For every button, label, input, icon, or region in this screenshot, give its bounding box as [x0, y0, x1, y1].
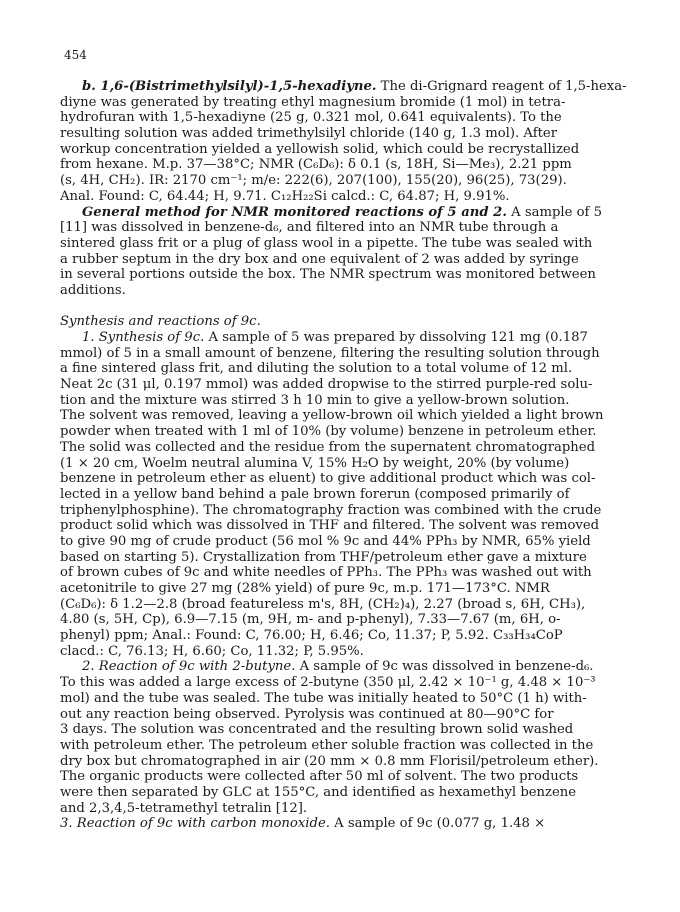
text-line — [60, 79, 640, 95]
text-run: (C₆D₆): δ 1.2—2.8 (broad featureless m's, 8H, (CH₂)₄), 2.27 (broad s, 6H, CH₃), — [60, 596, 586, 612]
text-line — [60, 330, 640, 346]
text-run: product solid which was dissolved in THF and filtered. The solvent was removed — [60, 518, 600, 534]
text-run: mmol) of 5 in a small amount of benzene, filtering the resulting solution through — [60, 345, 600, 361]
text-line — [60, 236, 640, 252]
italic-run: General method for NMR monitored reactions of 5 and 2. — [82, 204, 507, 220]
paragraph-gap — [60, 299, 640, 315]
text-run: from hexane. M.p. 37—38°C; NMR (C₆D₆): δ 0.1 (s, 18H, Si—Me₃), 2.21 ppm — [60, 157, 572, 173]
text-line — [60, 456, 640, 472]
text-run: in several portions outside the box. The NMR spectrum was monitored between — [60, 267, 596, 283]
text-run: powder when treated with 1 ml of 10% (by volume) benzene in petroleum ether. — [60, 424, 597, 440]
text-line — [60, 675, 640, 691]
text-run: (1 × 20 cm, Woelm neutral alumina V, 15% H₂O by weight, 20% (by volume) — [60, 455, 570, 471]
text-line — [60, 126, 640, 142]
text-run: Neat 2c (31 μl, 0.197 mmol) was added dropwise to the stirred purple-red solu- — [60, 377, 593, 393]
text-line — [60, 408, 640, 424]
text-line — [60, 628, 640, 644]
text-line — [60, 518, 640, 534]
text-run: The di-Grignard reagent of 1,5-hexa- — [376, 79, 627, 94]
text-run: out any reaction being observed. Pyrolysis was continued at 80—90°C for — [60, 706, 554, 722]
text-line — [60, 597, 640, 613]
text-line — [60, 816, 640, 832]
text-run: 3 days. The solution was concentrated and the resulting brown solid washed — [60, 722, 574, 738]
text-line — [60, 393, 640, 409]
text-line — [60, 220, 640, 236]
text-line — [60, 785, 640, 801]
text-line — [60, 189, 640, 205]
text-run: dry box but chromatographed in air (20 mm × 0.8 mm Florisil/petroleum ether). — [60, 753, 599, 769]
text-line — [60, 534, 640, 550]
text-line — [60, 550, 640, 566]
text-line — [60, 252, 640, 268]
text-line — [60, 659, 640, 675]
text-run: (s, 4H, CH₂). IR: 2170 cm⁻¹; m/e: 222(6), 207(100), 155(20), 96(25), 73(29). — [60, 173, 567, 189]
text-run: The organic products were collected after 50 ml of solvent. The two products — [60, 769, 579, 785]
text-run: additions. — [60, 282, 126, 298]
text-run: A sample of 9c (0.077 g, 1.48 × — [329, 816, 546, 832]
text-run: were then separated by GLC at 155°C, and identified as hexamethyl benzene — [60, 784, 577, 800]
text-run: with petroleum ether. The petroleum ether soluble fraction was collected in the — [60, 737, 594, 753]
text-run: The solvent was removed, leaving a yellow-brown oil which yielded a light brown — [60, 408, 604, 424]
text-line — [60, 377, 640, 393]
text-line — [60, 691, 640, 707]
text-run: benzene in petroleum ether as eluent) to give additional product which was col- — [60, 471, 596, 487]
text-run: lected in a yellow band behind a pale brown forerun (composed primarily of — [60, 486, 570, 502]
text-run: acetonitrile to give 27 mg (28% yield) of pure 9c, m.p. 171—173°C. NMR — [60, 581, 550, 596]
text-run: The solid was collected and the residue from the supernatent chromatographed — [60, 439, 596, 455]
text-line — [60, 205, 640, 221]
text-line — [60, 173, 640, 189]
text-run: and 2,3,4,5-tetramethyl tetralin [12]. — [60, 800, 308, 816]
text-run: diyne was generated by treating ethyl magnesium bromide (1 mol) in tetra- — [60, 94, 566, 110]
text-line — [60, 157, 640, 173]
text-line — [60, 440, 640, 456]
text-line — [60, 769, 640, 785]
text-line — [60, 471, 640, 487]
italic-run: 2. Reaction of 9c with 2-butyne. — [82, 659, 296, 675]
text-line — [60, 267, 640, 283]
text-run: 4.80 (s, 5H, Cp), 6.9—7.15 (m, 9H, m- and p-phenyl), 7.33—7.67 (m, 6H, o- — [60, 612, 561, 628]
section-heading: Synthesis and reactions of 9c. — [60, 314, 261, 330]
text-run: tion and the mixture was stirred 3 h 10 min to give a yellow-brown solution. — [60, 392, 570, 408]
text-line — [60, 644, 640, 660]
text-line — [60, 707, 640, 723]
text-line — [60, 754, 640, 770]
text-line — [60, 346, 640, 362]
text-line — [60, 738, 640, 754]
text-line — [60, 361, 640, 377]
text-line — [60, 565, 640, 581]
body-text — [60, 79, 640, 832]
text-run: mol) and the tube was sealed. The tube was initially heated to 50°C (1 h) with- — [60, 690, 587, 706]
text-line — [60, 95, 640, 111]
text-line — [60, 424, 640, 440]
text-run: a fine sintered glass frit, and diluting the solution to a total volume of 12 ml. — [60, 361, 573, 377]
text-run: phenyl) ppm; Anal.: Found: C, 76.00; H, 6.46; Co, 11.37; P, 5.92. C₃₃H₃₄CoP — [60, 628, 563, 644]
text-run: A sample of 5 — [506, 204, 603, 220]
text-run: clacd.: C, 76.13; H, 6.60; Co, 11.32; P, 5.95%. — [60, 643, 364, 659]
text-run: sintered glass frit or a plug of glass wool in a pipette. The tube was sealed with — [60, 235, 593, 251]
text-run: to give 90 mg of crude product (56 mol % 9c and 44% PPh₃ by NMR, 65% yield — [60, 533, 591, 549]
text-run: Anal. Found: C, 64.44; H, 9.71. C₁₂H₂₂Si calcd.: C, 64.87; H, 9.91%. — [60, 188, 510, 204]
text-line — [60, 612, 640, 628]
text-run: triphenylphosphine). The chromatography fraction was combined with the crude — [60, 502, 602, 518]
text-line — [60, 283, 640, 299]
italic-run: 1. Synthesis of 9c. — [82, 330, 205, 345]
text-line — [60, 503, 640, 519]
text-run: [11] was dissolved in benzene-d₆, and filtered into an NMR tube through a — [60, 220, 559, 236]
text-line — [60, 487, 640, 503]
text-run: resulting solution was added trimethylsilyl chloride (140 g, 1.3 mol). After — [60, 126, 558, 142]
text-run: To this was added a large excess of 2-butyne (350 μl, 2.42 × 10⁻¹ g, 4.48 × 10⁻³ — [60, 675, 596, 691]
text-run: hydrofuran with 1,5-hexadiyne (25 g, 0.321 mol, 0.641 equivalents). To the — [60, 110, 562, 126]
text-run: of brown cubes of 9c and white needles of PPh₃. The PPh₃ was washed out with — [60, 565, 592, 581]
page-number: 454 — [64, 48, 87, 62]
italic-run: b. 1,6-(Bistrimethylsilyl)-1,5-hexadiyne. — [82, 79, 377, 94]
text-line — [60, 581, 640, 597]
text-run: A sample of 5 was prepared by dissolving 121 mg (0.187 — [204, 330, 588, 345]
italic-run: 3. Reaction of 9c with carbon monoxide. — [60, 816, 330, 832]
text-line — [60, 110, 640, 126]
text-run: based on starting 5). Crystallization from THF/petroleum ether gave a mixture — [60, 549, 587, 565]
text-run: A sample of 9c was dissolved in benzene-d₆. — [295, 659, 594, 675]
text-line — [60, 801, 640, 817]
text-run: workup concentration yielded a yellowish solid, which could be recrystallized — [60, 141, 580, 157]
text-line — [60, 722, 640, 738]
text-run: a rubber septum in the dry box and one equivalent of 2 was added by syringe — [60, 251, 579, 267]
text-line — [60, 142, 640, 158]
